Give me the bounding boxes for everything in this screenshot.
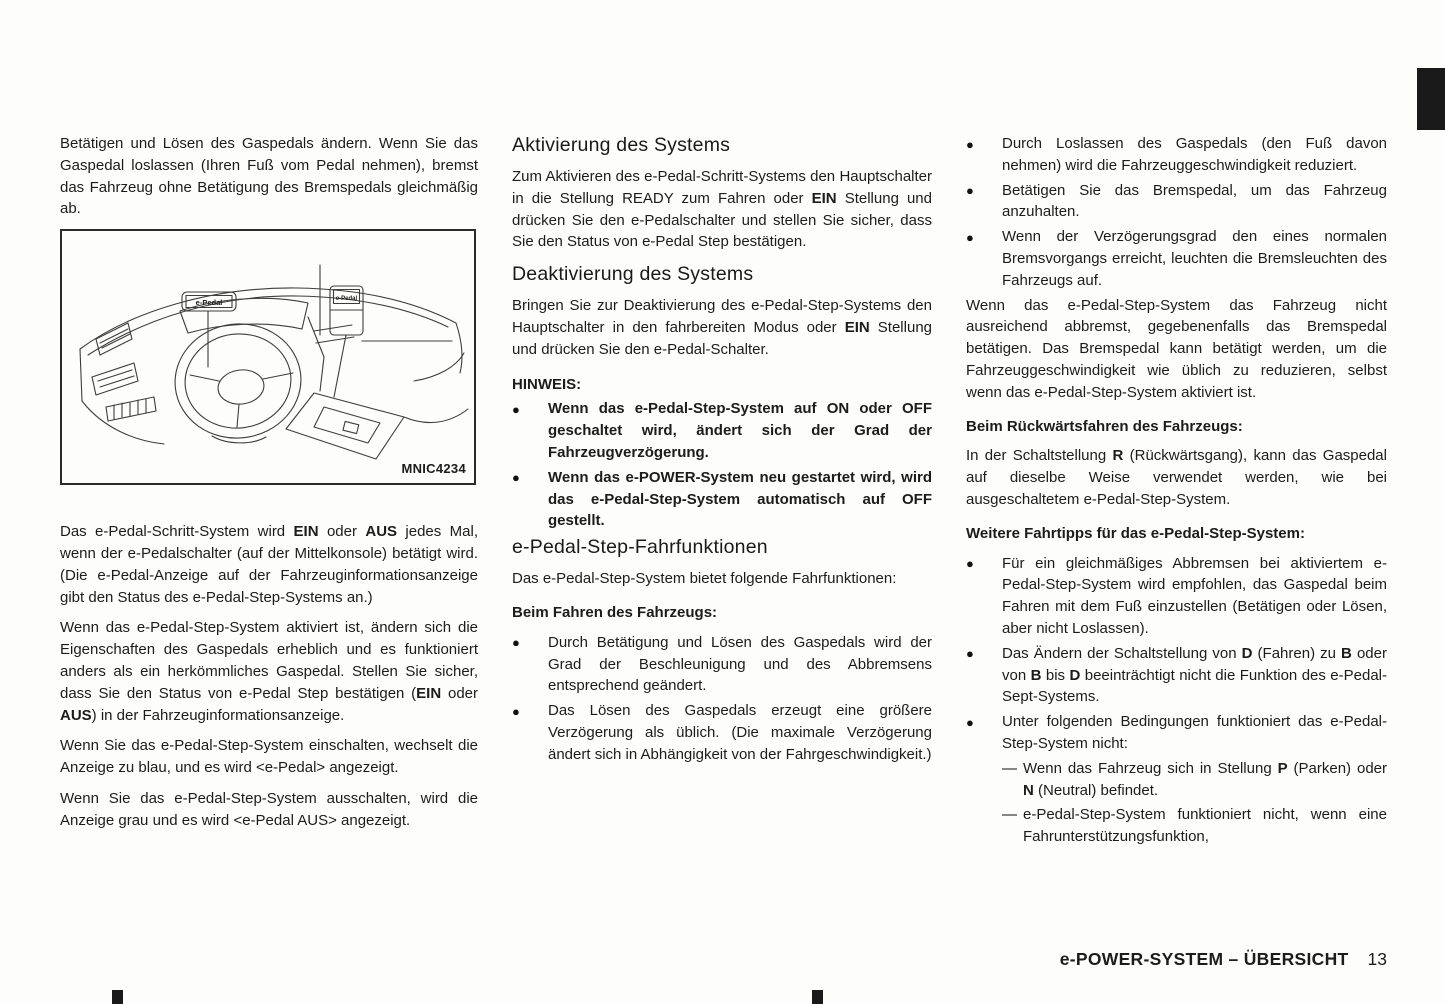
paragraph: Das e-Pedal-Schritt-System wird EIN oder AUS jedes Mal, wenn der e-Pedalschalter (auf der Mittelkonsole) betätigt wird. (Die e-Pedal-Anzeige auf der Fahrzeuginformationsanzeige gibt den Status des e-Pedal-Step-Systems an.) [60, 523, 478, 606]
note-label: HINWEIS: [512, 375, 582, 393]
list-item: ● Das Lösen des Gaspedals erzeugt eine größere Verzögerung als üblich. (Die maximale Verzögerung ändert sich in Abhängigkeit von der Fahrgeschwindigkeit.) [512, 700, 932, 765]
dash-icon: — [1002, 806, 1017, 824]
list-item: ● Durch Betätigung und Lösen des Gaspedals wird der Grad der Beschleunigung und des Abbremsens entsprechend geändert. [512, 632, 932, 697]
bullet-icon: ● [966, 714, 974, 730]
bullet-icon: ● [966, 646, 974, 662]
heading-deactivation: Deaktivierung des Systems [512, 263, 754, 286]
paragraph: Wenn das e-Pedal-Step-System das Fahrzeug nicht ausreichend abbremst, gegebenenfalls das Bremspedal betätigen. Das Bremspedal kann betätigt werden, um die Fahrzeuggeschwindigkeit wie üblich zu reduzieren, selbst wenn das e-Pedal-Step-System aktiviert ist. [966, 296, 1387, 401]
subhead-tips: Weitere Fahrtipps für das e-Pedal-Step-System: [966, 524, 1305, 542]
heading-drive-functions: e-Pedal-Step-Fahrfunktionen [512, 536, 768, 559]
bullet-icon: ● [512, 470, 520, 486]
dashboard-figure [60, 229, 476, 485]
column-3 [966, 133, 1387, 851]
paragraph: Wenn Sie das e-Pedal-Step-System einschalten, wechselt die Anzeige zu blau, und es wird <e-Pedal> angezeigt. [60, 737, 478, 777]
bullet-icon: ● [966, 183, 974, 199]
footer-page-number: 13 [1367, 949, 1387, 969]
bullet-icon: ● [512, 401, 520, 417]
bullet-icon: ● [966, 229, 974, 245]
paragraph: Das e-Pedal-Step-System bietet folgende Fahrfunktionen: [512, 570, 897, 588]
paragraph: Wenn Sie das e-Pedal-Step-System ausschalten, wird die Anzeige grau und es wird <e-Pedal AUS> angezeigt. [60, 789, 478, 829]
bullet-icon: ● [966, 556, 974, 572]
figure-callout2-label: e-Pedal [335, 296, 358, 303]
dashboard-illustration [62, 231, 474, 483]
figure-caption: MNIC4234 [401, 461, 466, 477]
figure-callout1-label: e-Pedal [195, 298, 223, 308]
chapter-index-tab [1417, 68, 1445, 130]
print-mark-right [812, 990, 823, 1004]
list-item: ● Wenn der Verzögerungsgrad den eines normalen Bremsvorgangs erreicht, leuchten die Bremsleuchten des Fahrzeugs auf. [966, 226, 1387, 291]
note-item: ● Wenn das e-Pedal-Step-System auf ON oder OFF geschaltet wird, ändert sich der Grad der Fahrzeugverzögerung. [512, 398, 932, 463]
list-item: ● Unter folgenden Bedingungen funktioniert das e-Pedal-Step-System nicht: [966, 711, 1387, 755]
heading-activation: Aktivierung des Systems [512, 134, 731, 156]
footer-chapter-title: e-POWER-SYSTEM – ÜBERSICHT [1059, 949, 1349, 969]
list-item: ● Betätigen Sie das Bremspedal, um das Fahrzeug anzuhalten. [966, 180, 1387, 224]
paragraph: Wenn das e-Pedal-Step-System aktiviert ist, ändern sich die Eigenschaften des Gaspedals erheblich und es funktioniert anders als ein herkömmliches Gaspedal. Stellen Sie sicher, dass Sie den Status von e-Pedal Step bestätigen (EIN oder AUS) in der Fahrzeuginformationsanzeige. [60, 619, 478, 724]
list-item: ● Für ein gleichmäßiges Abbremsen bei aktiviertem e-Pedal-Step-System wird empfohlen, das Gaspedal beim Fahren mit dem Fuß einzustellen (Betätigen oder Lösen, aber nicht Loslassen). [966, 553, 1387, 640]
page-footer [1060, 949, 1387, 970]
list-item: ● Durch Loslassen des Gaspedals (den Fuß davon nehmen) wird die Fahrzeuggeschwindigkeit reduziert. [966, 133, 1387, 177]
print-mark-left [112, 990, 123, 1004]
sub-list-item: — e-Pedal-Step-System funktioniert nicht, wenn eine Fahrunterstützungsfunktion, [1002, 804, 1387, 848]
list-item: ● Das Ändern der Schaltstellung von D (Fahren) zu B oder von B bis D beeinträchtigt nicht die Funktion des e-Pedal-Sept-Systems. [966, 643, 1387, 708]
dash-icon: — [1002, 759, 1017, 777]
bullet-icon: ● [512, 635, 520, 651]
paragraph: Bringen Sie zur Deaktivierung des e-Pedal-Step-Systems den Hauptschalter in den fahrbereiten Modus oder EIN Stellung und drücken Sie den e-Pedal-Schalter. [512, 297, 933, 358]
subhead-reverse: Beim Rückwärtsfahren des Fahrzeugs: [966, 417, 1243, 435]
bullet-icon: ● [512, 703, 520, 719]
paragraph: In der Schaltstellung R (Rückwärtsgang), kann das Gaspedal auf dieselbe Weise verwendet werden, wie bei ausgeschaltetem e-Pedal-Step-System. [966, 447, 1387, 508]
column-1 [60, 133, 478, 841]
note-item: ● Wenn das e-POWER-System neu gestartet wird, wird das e-Pedal-Step-System automatisch auf OFF gestellt. [512, 467, 932, 532]
paragraph: Zum Aktivieren des e-Pedal-Schritt-Systems den Hauptschalter in die Stellung READY zum Fahren oder EIN Stellung und drücken Sie den e-Pedalschalter und stellen Sie sicher, dass Sie den Status von e-Pedal Step bestätigen. [512, 168, 932, 251]
bullet-icon: ● [966, 136, 974, 152]
paragraph: Betätigen und Lösen des Gaspedals ändern. Wenn Sie das Gaspedal loslassen (Ihren Fuß vom Pedal nehmen), bremst das Fahrzeug ohne Betätigung des Bremspedals gleichmäßig ab. [60, 135, 478, 218]
sub-list-item: — Wenn das Fahrzeug sich in Stellung P (Parken) oder N (Neutral) befindet. [1002, 758, 1387, 802]
subhead-driving: Beim Fahren des Fahrzeugs: [512, 603, 718, 621]
column-2 [512, 133, 932, 769]
